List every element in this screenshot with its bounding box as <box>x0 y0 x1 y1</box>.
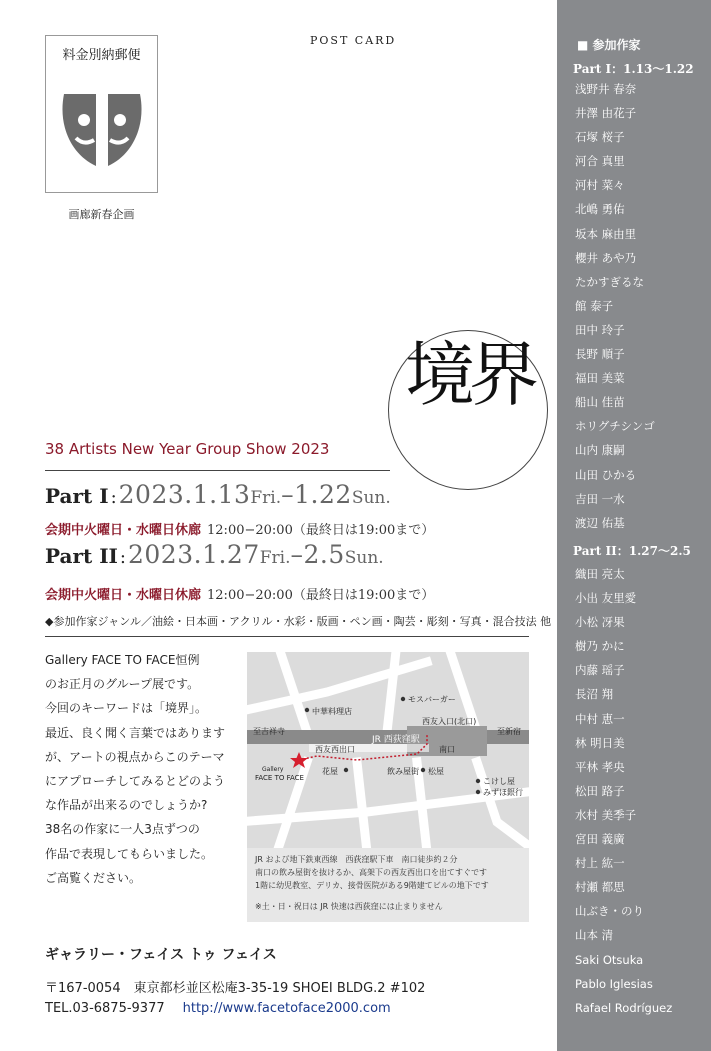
artist-name: 松田 路子 <box>575 783 625 798</box>
artist-name: 林 明日美 <box>575 735 625 750</box>
intro-line: Gallery FACE TO FACE恒例 <box>45 653 200 667</box>
artist-name: 山田 ひかる <box>575 467 637 482</box>
intro-line: 作品で表現してもらいました。 <box>45 846 214 861</box>
event-title: 38 Artists New Year Group Show 2023 <box>45 440 330 458</box>
artist-name: 石塚 桜子 <box>575 130 625 145</box>
gallery-name: ギャラリー・フェイス トゥ フェイス <box>45 947 277 963</box>
gallery-contact <box>45 1001 391 1016</box>
postal-mark-icon <box>56 84 148 176</box>
artist-name: 櫻井 あや乃 <box>575 250 637 265</box>
intro-line: 38名の作家に一人3点ずつの <box>45 822 200 837</box>
part1-hours: 12:00−20:00（最終日は19:00まで） <box>207 523 435 538</box>
part1-start-day: Fri. <box>250 488 282 508</box>
map-label-florist: 花屋 <box>322 767 338 776</box>
artist-name: 宮田 義廣 <box>575 832 625 847</box>
intro-line: な作品が出来るのでしょうか? <box>45 798 208 813</box>
part2-start-day: Fri. <box>259 548 291 568</box>
artist-name: 小松 冴果 <box>575 615 625 630</box>
artist-name: Rafael Rodríguez <box>575 1000 673 1015</box>
part2-colon: : <box>119 547 126 568</box>
divider <box>45 636 529 637</box>
artist-genres: ◆参加作家ジャンル／油絵・日本画・アクリル・水彩・版画・ペン画・陶芸・彫刻・写真・混合技法 他 <box>45 615 552 628</box>
artist-name: 中村 恵一 <box>575 711 625 726</box>
part2-dash: – <box>290 540 304 569</box>
artist-name: 村上 紘一 <box>575 856 625 871</box>
intro-line: のお正月のグループ展です。 <box>45 677 200 692</box>
map-label-gallery: Gallery <box>262 766 284 773</box>
map-access-note: JR および地下鉄東西線 西荻窪駅下車 南口徒歩約２分 <box>255 855 458 864</box>
part1-end-date: 1.22 <box>294 480 352 509</box>
gallery-tel: TEL.03-6875-9377 <box>45 1001 165 1016</box>
artist-name: 田中 玲子 <box>575 322 625 337</box>
artist-name: Saki Otsuka <box>575 952 644 967</box>
part2-schedule <box>45 584 434 603</box>
sub-event-label: 画廊新春企画 <box>68 208 135 221</box>
intro-line: ご高覧ください。 <box>45 870 142 885</box>
artist-sidebar <box>557 0 711 1051</box>
map-label-to-shinjuku: 至新宿 <box>497 727 521 736</box>
gallery-url-link[interactable]: http://www.facetoface2000.com <box>182 1001 391 1016</box>
postage-stamp-box <box>45 35 158 193</box>
part2-start-date: 2023.1.27 <box>128 540 260 569</box>
map-label-matsuya: 松屋 <box>428 767 444 776</box>
artist-name: 水村 美季子 <box>575 807 637 822</box>
artist-name: 内藤 瑶子 <box>575 663 625 678</box>
map-label-bar-street: 飲み屋街 <box>387 767 419 776</box>
gallery-address: 〒167-0054 東京都杉並区松庵3-35-19 SHOEI BLDG.2 #102 <box>45 981 426 996</box>
part2-label: Part II <box>45 544 118 568</box>
artist-name: 山ぶき・のり <box>575 904 644 919</box>
artist-name: 樹乃 かに <box>575 639 625 654</box>
part2-closed-days: 会期中火曜日・水曜日休廊 <box>45 588 202 603</box>
artist-name: 長沼 翔 <box>575 687 614 702</box>
artist-name: ホリグチシンゴ <box>575 419 655 434</box>
map-label-chinese-restaurant: 中華料理店 <box>312 707 352 716</box>
artist-name: 福田 美菜 <box>575 371 625 386</box>
exhibition-title: 境界 <box>405 334 533 416</box>
part1-schedule <box>45 519 434 538</box>
artist-name: 長野 順子 <box>575 347 625 362</box>
artist-name: 織田 亮太 <box>575 567 625 581</box>
artist-name: 井澤 由花子 <box>575 106 637 121</box>
map-label-gallery-name: FACE TO FACE <box>255 774 304 782</box>
artist-name: 小出 友里愛 <box>575 591 637 606</box>
artist-name: 渡辺 佑基 <box>575 515 625 530</box>
part1-end-day: Sun. <box>351 488 391 508</box>
part2-end-day: Sun. <box>344 548 384 568</box>
map-access-note: 南口の飲み屋街を抜けるか、高架下の西友西出口を出てすぐです <box>255 868 487 877</box>
artist-name: 北嶋 勇佑 <box>575 202 625 217</box>
part1-artist-list <box>575 77 655 535</box>
postcard-label: POST CARD <box>310 34 397 47</box>
part1-start-date: 2023.1.13 <box>118 480 251 509</box>
sidebar-part2-label: Part II：1.27〜2.5 <box>573 544 691 558</box>
map-label-south-exit: 南口 <box>439 745 455 754</box>
artist-name: Pablo Iglesias <box>575 976 653 991</box>
part2-dates <box>45 540 384 569</box>
divider <box>45 470 390 471</box>
part2-hours: 12:00−20:00（最終日は19:00まで） <box>207 588 435 603</box>
artist-name: 吉田 一水 <box>575 491 625 506</box>
artist-name: 河村 菜々 <box>575 178 625 193</box>
part1-closed-days: 会期中火曜日・水曜日休廊 <box>45 523 202 538</box>
artist-name: 浅野井 春奈 <box>575 82 637 96</box>
intro-text <box>45 648 235 890</box>
artist-name: たかすぎるな <box>575 274 644 289</box>
part1-dates <box>45 480 391 509</box>
artist-name: 船山 佳苗 <box>575 395 625 410</box>
map-label-north-exit: 西友入口(北口) <box>422 717 477 726</box>
intro-line: 今回のキーワードは「境界」。 <box>45 701 208 716</box>
map-label-mizuho-bank: みずほ銀行 <box>483 788 523 797</box>
artists-heading: ■ 参加作家 <box>577 38 641 52</box>
map-label-to-kichijoji: 至吉祥寺 <box>253 727 285 736</box>
artist-name: 村瀬 都思 <box>575 880 625 895</box>
part1-label: Part I <box>45 484 109 508</box>
map-label-mos-burger: モスバーガー <box>408 695 456 704</box>
part2-end-date: 2.5 <box>303 540 345 569</box>
postage-paid-text: 料金別納郵便 <box>62 48 141 63</box>
intro-line: が、アートの視点からこのテーマ <box>45 749 225 764</box>
artist-name: 河合 真里 <box>575 154 625 169</box>
artist-name: 山内 康嗣 <box>575 443 625 458</box>
artist-name: 館 泰子 <box>575 298 614 313</box>
map-access-note: ※土・日・祝日は JR 快速は西荻窪には止まりません <box>255 902 443 911</box>
map-label-station: JR 西荻窪駅 <box>372 735 420 745</box>
map-access-note: 1階に幼児教室、デリカ、接骨医院がある9階建てビルの地下です <box>255 881 489 890</box>
part2-artist-list <box>575 562 672 1020</box>
part1-dash: – <box>281 480 295 509</box>
access-map <box>247 652 529 922</box>
sidebar-part1-label: Part I：1.13〜1.22 <box>573 62 694 76</box>
artist-name: 平林 孝央 <box>575 759 625 774</box>
intro-line: にアプローチしてみるとどのよう <box>45 774 226 789</box>
part1-colon: : <box>110 487 117 508</box>
intro-line: 最近、良く聞く言葉ではあります <box>45 725 226 740</box>
artist-name: 坂本 麻由里 <box>575 226 637 241</box>
artist-name: 山本 清 <box>575 928 614 943</box>
map-label-kokeshiya: こけし屋 <box>483 777 515 786</box>
map-label-seiyu-west-exit: 西友西出口 <box>315 745 355 754</box>
